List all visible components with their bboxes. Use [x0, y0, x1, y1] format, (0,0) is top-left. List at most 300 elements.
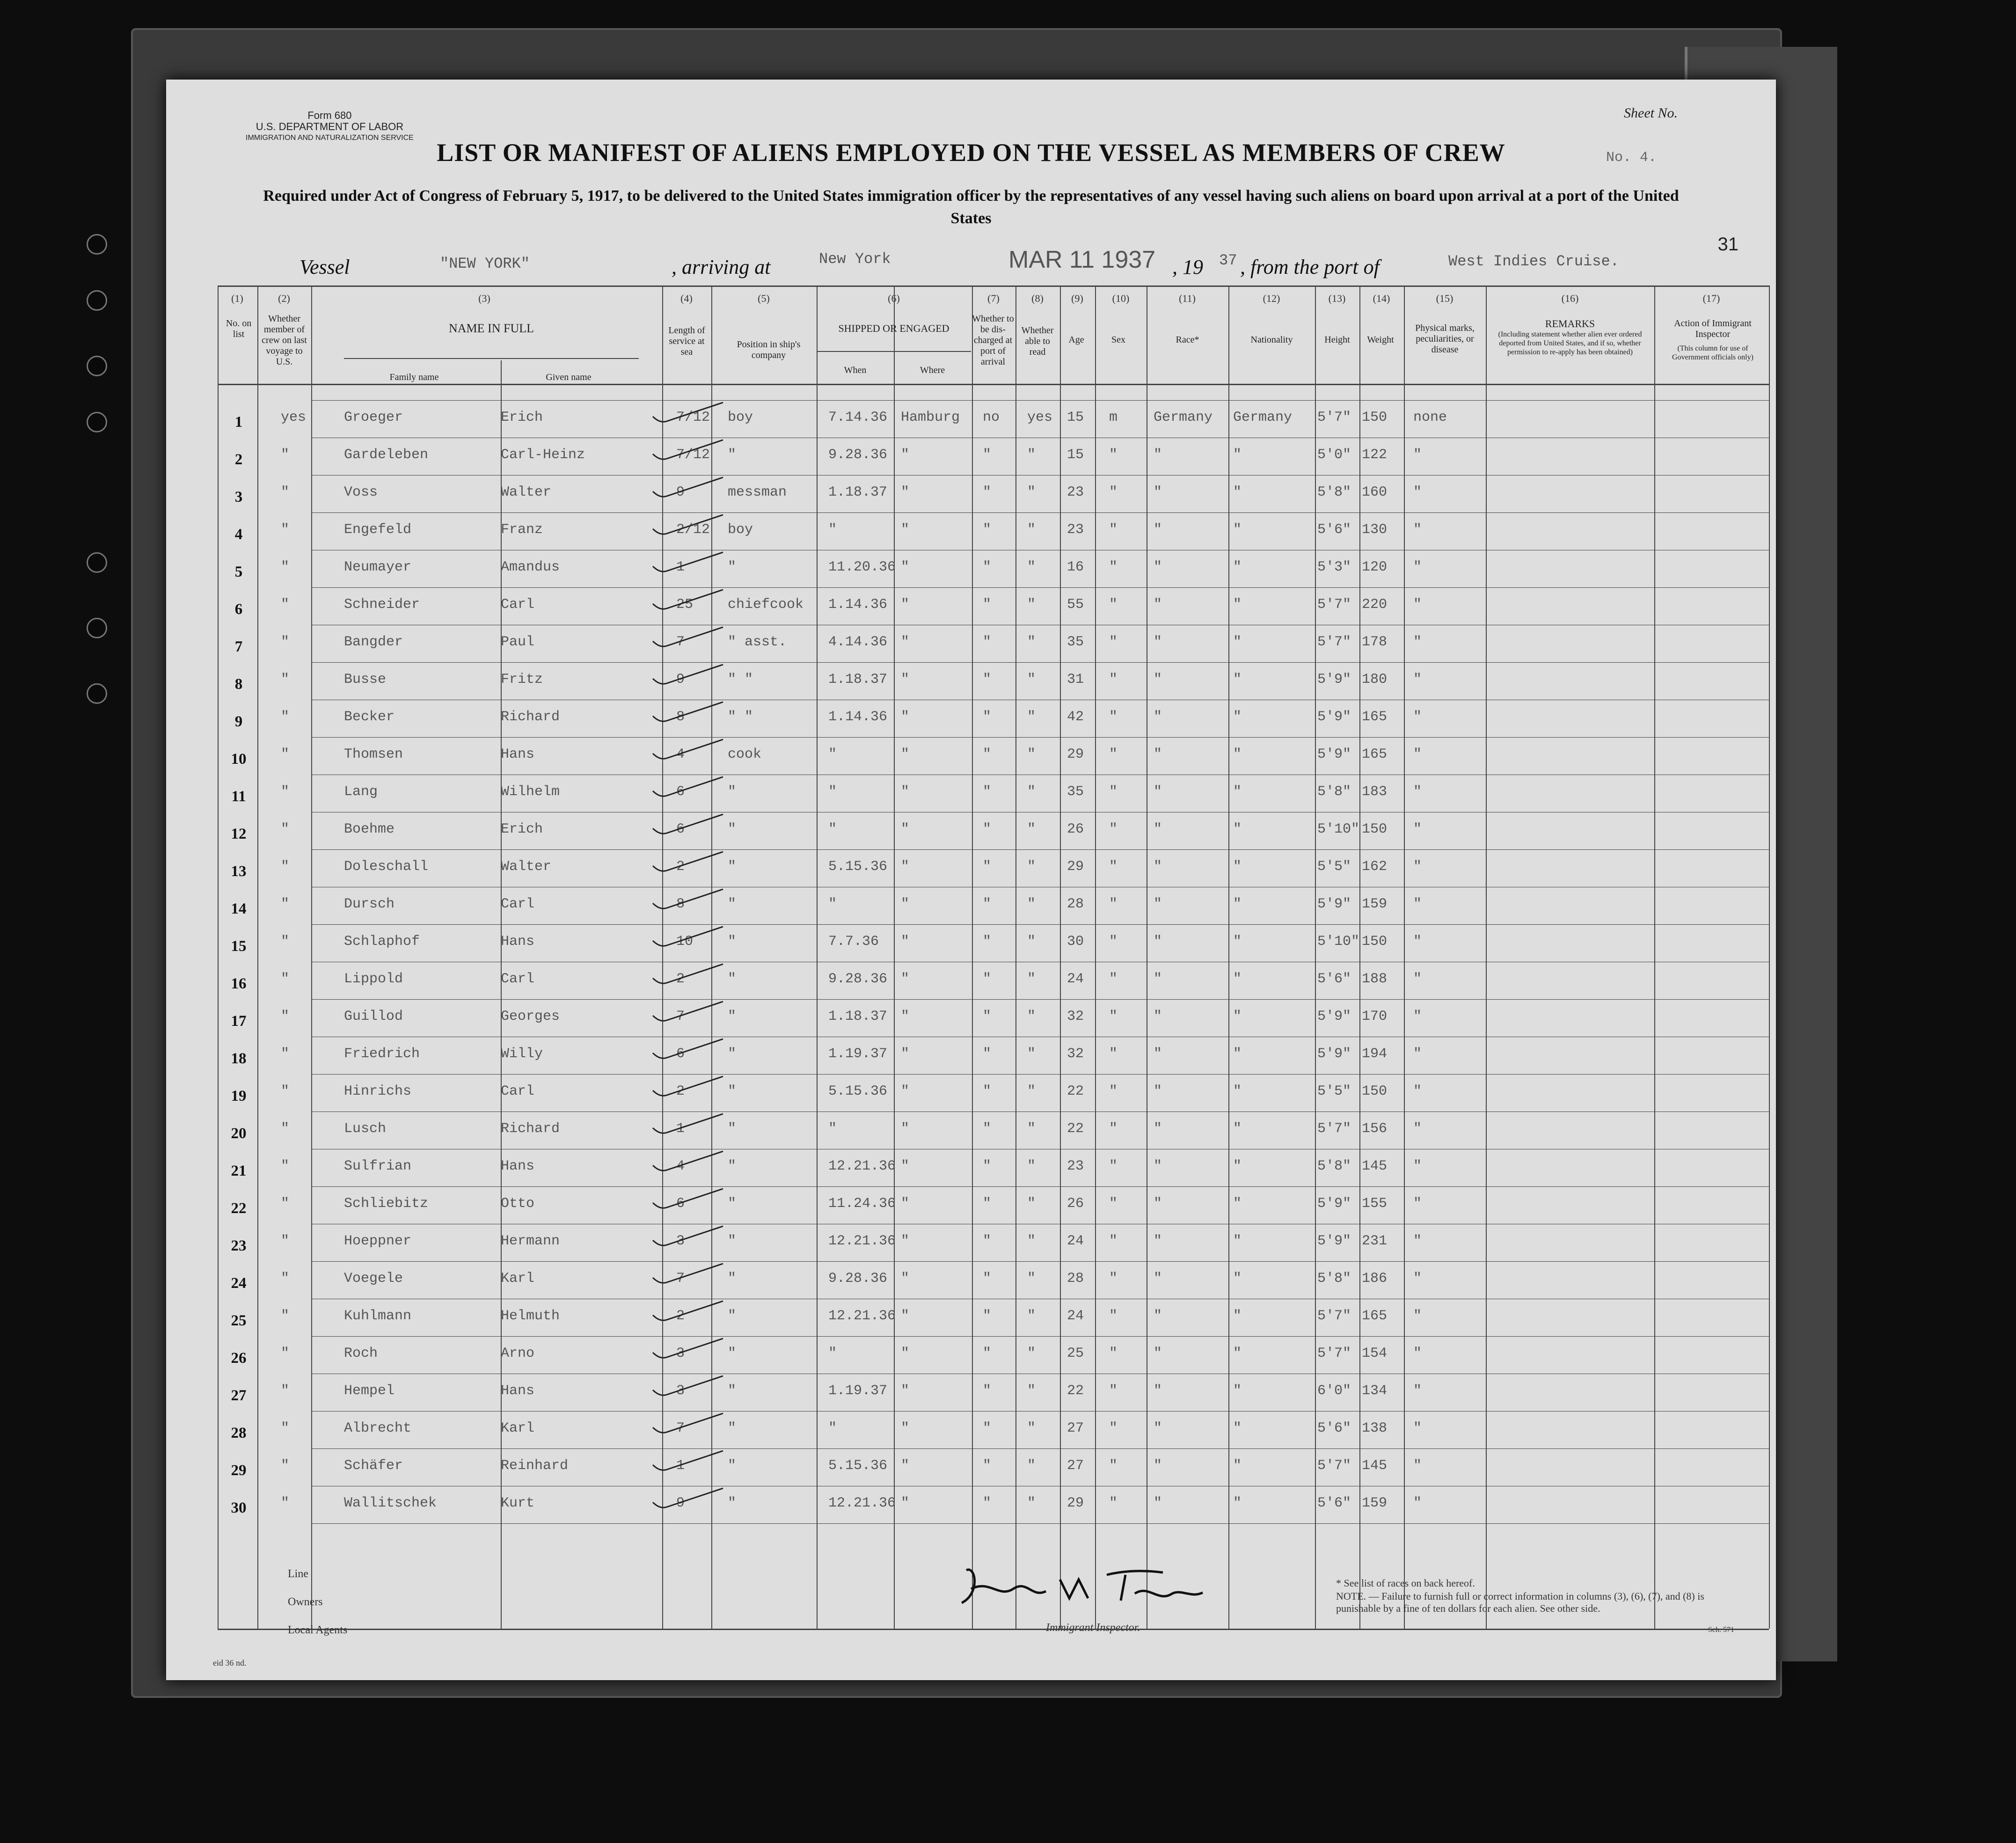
schedule-number: Sch. 571 — [1708, 1626, 1734, 1634]
row-number: 1 — [234, 414, 243, 431]
age-cell: 42 — [1067, 709, 1084, 725]
service-cell: 1 — [676, 1121, 685, 1137]
service-cell: 3 — [676, 1233, 685, 1249]
column-rule — [817, 285, 818, 1629]
column-number: (13) — [1328, 293, 1346, 304]
physical-marks-cell: " — [1413, 1308, 1422, 1324]
print-code: eid 36 nd. — [213, 1658, 247, 1667]
header-sex: Sex — [1111, 335, 1125, 345]
height-cell: 5'9" — [1317, 896, 1351, 912]
weight-cell: 186 — [1362, 1271, 1388, 1287]
member-cell: " — [281, 746, 290, 762]
shipped-where-cell: " — [901, 1196, 910, 1212]
weight-cell: 162 — [1362, 859, 1388, 875]
shipped-when-cell: " — [828, 1121, 837, 1137]
sex-cell: " — [1109, 1009, 1118, 1024]
read-cell: " — [1027, 896, 1036, 912]
check-mark-icon — [648, 772, 737, 805]
sex-cell: " — [1109, 447, 1118, 463]
departure-port: West Indies Cruise. — [1448, 253, 1619, 270]
given-name-cell: Franz — [501, 522, 543, 538]
check-mark-icon — [648, 1072, 737, 1104]
owners-label: Owners — [288, 1596, 323, 1608]
height-cell: 5'0" — [1317, 447, 1351, 463]
given-name-cell: Georges — [501, 1009, 560, 1024]
shipped-where-cell: " — [901, 896, 910, 912]
read-cell: " — [1027, 597, 1036, 613]
nationality-cell: " — [1233, 597, 1242, 613]
race-cell: " — [1154, 1121, 1162, 1137]
position-cell: " — [728, 896, 737, 912]
check-mark-icon — [648, 548, 737, 580]
age-cell: 23 — [1067, 522, 1084, 538]
given-name-cell: Fritz — [501, 672, 543, 687]
age-cell: 29 — [1067, 746, 1084, 762]
sex-cell: " — [1109, 1158, 1118, 1174]
service-cell: 2 — [676, 859, 685, 875]
check-mark-icon — [648, 959, 737, 992]
member-cell: yes — [281, 410, 307, 425]
row-number: 29 — [231, 1462, 247, 1479]
header-whether-member: Whether member of crew on last voyage to U.S. — [262, 314, 307, 367]
sex-cell: " — [1109, 1271, 1118, 1287]
weight-cell: 188 — [1362, 971, 1388, 987]
nationality-cell: " — [1233, 1196, 1242, 1212]
check-mark-icon — [648, 622, 737, 655]
binder-hole — [87, 683, 107, 704]
member-cell: " — [281, 1121, 290, 1137]
physical-marks-cell: " — [1413, 971, 1422, 987]
shipped-where-cell: " — [901, 1458, 910, 1474]
discharged-cell: " — [983, 1420, 992, 1436]
shipped-where-cell: " — [901, 1009, 910, 1024]
shipped-when-cell: " — [828, 896, 837, 912]
sex-cell: " — [1109, 634, 1118, 650]
race-cell: " — [1154, 896, 1162, 912]
column-rule — [1654, 285, 1655, 1629]
shipped-when-cell: 1.18.37 — [828, 484, 888, 500]
family-name-cell: Schlaphof — [344, 934, 420, 950]
race-cell: " — [1154, 484, 1162, 500]
race-cell: " — [1154, 1271, 1162, 1287]
from-port-label: , from the port of — [1240, 256, 1380, 278]
sex-cell: " — [1109, 1346, 1118, 1361]
weight-cell: 159 — [1362, 896, 1388, 912]
shipped-when-cell: " — [828, 1420, 837, 1436]
weight-cell: 150 — [1362, 410, 1388, 425]
binder-hole — [87, 290, 107, 311]
column-rule — [1095, 285, 1096, 1629]
physical-marks-cell: " — [1413, 1495, 1422, 1511]
given-name-cell: Carl — [501, 597, 535, 613]
check-mark-icon — [648, 398, 737, 431]
nationality-cell: " — [1233, 746, 1242, 762]
race-cell: " — [1154, 1158, 1162, 1174]
given-name-cell: Amandus — [501, 559, 560, 575]
check-mark-icon — [648, 735, 737, 768]
shipped-where-cell: " — [901, 1383, 910, 1399]
row-number: 28 — [231, 1425, 247, 1441]
discharged-cell: " — [983, 634, 992, 650]
physical-marks-cell: " — [1413, 1346, 1422, 1361]
physical-marks-cell: " — [1413, 934, 1422, 950]
service-cell: 4 — [676, 1158, 685, 1174]
service-cell: 2 — [676, 971, 685, 987]
binder-hole — [87, 412, 107, 432]
service-cell: 7/12 — [676, 410, 710, 425]
column-rule — [972, 285, 973, 1629]
shipped-when-cell: 1.14.36 — [828, 709, 888, 725]
race-cell: " — [1154, 746, 1162, 762]
age-cell: 28 — [1067, 1271, 1084, 1287]
physical-marks-cell: " — [1413, 597, 1422, 613]
column-number: (17) — [1702, 293, 1720, 304]
service-cell: 1 — [676, 559, 685, 575]
height-cell: 5'7" — [1317, 1346, 1351, 1361]
race-cell: " — [1154, 1046, 1162, 1062]
height-cell: 5'3" — [1317, 559, 1351, 575]
physical-marks-cell: " — [1413, 1083, 1422, 1099]
physical-marks-cell: " — [1413, 1121, 1422, 1137]
sex-cell: " — [1109, 709, 1118, 725]
discharged-cell: " — [983, 746, 992, 762]
row-rule — [311, 400, 1769, 401]
column-rule — [311, 285, 312, 1629]
race-cell: " — [1154, 1346, 1162, 1361]
weight-cell: 138 — [1362, 1420, 1388, 1436]
column-number: (15) — [1436, 293, 1454, 304]
position-cell: chiefcook — [728, 597, 804, 613]
row-number: 5 — [234, 563, 243, 580]
row-rule — [311, 662, 1769, 663]
check-mark-icon — [648, 1147, 737, 1179]
given-name-cell: Paul — [501, 634, 535, 650]
header-shipped-or-engaged: SHIPPED OR ENGAGED — [838, 322, 950, 334]
position-cell: " — [728, 1271, 737, 1287]
position-cell: boy — [728, 522, 753, 538]
shipped-where-cell: " — [901, 634, 910, 650]
race-cell: " — [1154, 784, 1162, 800]
weight-cell: 160 — [1362, 484, 1388, 500]
discharged-cell: " — [983, 1495, 992, 1511]
discharged-cell: " — [983, 1458, 992, 1474]
age-cell: 26 — [1067, 821, 1084, 837]
service-cell: 6 — [676, 1046, 685, 1062]
sex-cell: " — [1109, 971, 1118, 987]
check-mark-icon — [648, 473, 737, 505]
row-number: 30 — [231, 1499, 247, 1516]
family-name-cell: Doleschall — [344, 859, 429, 875]
shipped-when-cell: 11.24.36 — [828, 1196, 896, 1212]
check-mark-icon — [648, 435, 737, 468]
height-cell: 5'8" — [1317, 1271, 1351, 1287]
given-name-cell: Willy — [501, 1046, 543, 1062]
local-agents-label: Local Agents — [288, 1624, 348, 1636]
height-cell: 5'7" — [1317, 410, 1351, 425]
header-name-in-full: NAME IN FULL — [449, 322, 534, 335]
family-name-cell: Bangder — [344, 634, 403, 650]
race-cell: " — [1154, 1233, 1162, 1249]
column-rule — [1359, 285, 1360, 1629]
race-cell: " — [1154, 1196, 1162, 1212]
nationality-cell: " — [1233, 1458, 1242, 1474]
column-number: (5) — [758, 293, 770, 304]
family-name-cell: Neumayer — [344, 559, 412, 575]
row-number: 6 — [234, 601, 243, 618]
page-number: 31 — [1717, 234, 1738, 255]
row-rule — [311, 924, 1769, 925]
read-cell: " — [1027, 1233, 1036, 1249]
sex-cell: " — [1109, 1308, 1118, 1324]
physical-marks-cell: " — [1413, 1046, 1422, 1062]
service-cell: 9 — [676, 484, 685, 500]
column-number: (1) — [231, 293, 243, 304]
nationality-cell: " — [1233, 1009, 1242, 1024]
position-cell: cook — [728, 746, 762, 762]
shipped-where-cell: " — [901, 1158, 910, 1174]
age-cell: 23 — [1067, 484, 1084, 500]
row-rule — [311, 512, 1769, 513]
height-cell: 5'7" — [1317, 1308, 1351, 1324]
header-action-note: (This column for use of Government officials only) — [1672, 344, 1753, 361]
position-cell: " — [728, 1458, 737, 1474]
column-rule — [1315, 285, 1316, 1629]
shipped-where-cell: " — [901, 1233, 910, 1249]
page-title: LIST OR MANIFEST OF ALIENS EMPLOYED ON THE VESSEL AS MEMBERS OF CREW — [437, 139, 1505, 167]
column-rule — [894, 285, 895, 1629]
binder-hole — [87, 356, 107, 376]
sheet-number: No. 4. — [1606, 150, 1657, 166]
member-cell: " — [281, 1196, 290, 1212]
height-cell: 5'5" — [1317, 1083, 1351, 1099]
member-cell: " — [281, 784, 290, 800]
race-cell: " — [1154, 522, 1162, 538]
physical-marks-cell: " — [1413, 896, 1422, 912]
weight-cell: 165 — [1362, 746, 1388, 762]
age-cell: 15 — [1067, 447, 1084, 463]
check-mark-icon — [648, 885, 737, 917]
column-rule — [1769, 285, 1770, 1629]
shipped-when-cell: " — [828, 522, 837, 538]
nationality-cell: " — [1233, 971, 1242, 987]
nationality-cell: " — [1233, 1083, 1242, 1099]
position-cell: " — [728, 1346, 737, 1361]
height-cell: 5'9" — [1317, 1009, 1351, 1024]
race-cell: " — [1154, 1458, 1162, 1474]
name-column-rule — [501, 360, 502, 1629]
given-name-cell: Hermann — [501, 1233, 560, 1249]
height-cell: 5'10" — [1317, 934, 1360, 950]
physical-marks-cell: " — [1413, 1383, 1422, 1399]
position-cell: " — [728, 1196, 737, 1212]
column-number: (9) — [1071, 293, 1083, 304]
family-name-cell: Busse — [344, 672, 387, 687]
given-name-cell: Carl — [501, 1083, 535, 1099]
service-cell: 7 — [676, 1420, 685, 1436]
weight-cell: 150 — [1362, 821, 1388, 837]
nationality-cell: " — [1233, 1046, 1242, 1062]
column-rule — [1228, 285, 1229, 1629]
given-name-cell: Hans — [501, 746, 535, 762]
sex-cell: " — [1109, 1383, 1118, 1399]
discharged-cell: " — [983, 1383, 992, 1399]
column-number: (12) — [1263, 293, 1280, 304]
read-cell: " — [1027, 1158, 1036, 1174]
discharged-cell: " — [983, 1009, 992, 1024]
family-name-cell: Lippold — [344, 971, 403, 987]
service-cell: 7/12 — [676, 447, 710, 463]
row-rule — [311, 1261, 1769, 1262]
header-length-of-service: Length of service at sea — [668, 325, 705, 357]
discharged-cell: " — [983, 1233, 992, 1249]
race-cell: " — [1154, 1308, 1162, 1324]
weight-cell: 154 — [1362, 1346, 1388, 1361]
vessel-label: Vessel — [299, 256, 350, 278]
service-cell: 8 — [676, 896, 685, 912]
member-cell: " — [281, 1458, 290, 1474]
nationality-cell: " — [1233, 1271, 1242, 1287]
row-number: 8 — [234, 676, 243, 693]
member-cell: " — [281, 1009, 290, 1024]
service-cell: 25 — [676, 597, 694, 613]
form-number: Form 680 — [307, 110, 352, 121]
nationality-cell: " — [1233, 1420, 1242, 1436]
sex-cell: " — [1109, 784, 1118, 800]
race-cell: " — [1154, 597, 1162, 613]
column-number: (8) — [1031, 293, 1044, 304]
header-remarks: REMARKS — [1545, 318, 1595, 329]
position-cell: " — [728, 1046, 737, 1062]
row-rule — [311, 1336, 1769, 1337]
service-cell: 3 — [676, 1346, 685, 1361]
weight-cell: 156 — [1362, 1121, 1388, 1137]
position-cell: " — [728, 559, 737, 575]
read-cell: " — [1027, 1458, 1036, 1474]
position-cell: " — [728, 1420, 737, 1436]
physical-marks-cell: " — [1413, 1009, 1422, 1024]
discharged-cell: " — [983, 522, 992, 538]
family-name-cell: Schliebitz — [344, 1196, 429, 1212]
row-number: 9 — [234, 713, 243, 730]
age-cell: 25 — [1067, 1346, 1084, 1361]
age-cell: 35 — [1067, 784, 1084, 800]
position-cell: " — [728, 859, 737, 875]
service-cell: 7 — [676, 1009, 685, 1024]
member-cell: " — [281, 709, 290, 725]
discharged-cell: " — [983, 1046, 992, 1062]
check-mark-icon — [648, 810, 737, 842]
nationality-cell: " — [1233, 1158, 1242, 1174]
family-name-cell: Sulfrian — [344, 1158, 412, 1174]
shipped-where-cell: " — [901, 597, 910, 613]
shipped-when-cell: 12.21.36 — [828, 1233, 896, 1249]
sex-cell: " — [1109, 821, 1118, 837]
family-name-cell: Groeger — [344, 410, 403, 425]
weight-cell: 145 — [1362, 1158, 1388, 1174]
weight-cell: 180 — [1362, 672, 1388, 687]
height-cell: 5'7" — [1317, 1458, 1351, 1474]
position-cell: " — [728, 784, 737, 800]
shipped-when-cell: 11.20.36 — [828, 559, 896, 575]
read-cell: yes — [1027, 410, 1053, 425]
shipped-when-cell: 1.18.37 — [828, 1009, 888, 1024]
column-rule — [1060, 285, 1061, 1629]
header-race: Race* — [1176, 335, 1199, 345]
service-cell: 9 — [676, 672, 685, 687]
column-rule — [1486, 285, 1487, 1629]
shipped-where-cell: " — [901, 522, 910, 538]
read-cell: " — [1027, 1121, 1036, 1137]
physical-marks-cell: " — [1413, 522, 1422, 538]
discharged-cell: " — [983, 484, 992, 500]
weight-cell: 150 — [1362, 934, 1388, 950]
physical-marks-cell: " — [1413, 1458, 1422, 1474]
age-cell: 31 — [1067, 672, 1084, 687]
service-cell: 6 — [676, 784, 685, 800]
given-name-cell: Hans — [501, 934, 535, 950]
age-cell: 28 — [1067, 896, 1084, 912]
discharged-cell: " — [983, 971, 992, 987]
age-cell: 32 — [1067, 1046, 1084, 1062]
read-cell: " — [1027, 1495, 1036, 1511]
read-cell: " — [1027, 1271, 1036, 1287]
service-cell: 6 — [676, 821, 685, 837]
family-name-cell: Becker — [344, 709, 395, 725]
read-cell: " — [1027, 1346, 1036, 1361]
physical-marks-cell: " — [1413, 746, 1422, 762]
discharged-cell: " — [983, 1158, 992, 1174]
read-cell: " — [1027, 934, 1036, 950]
age-cell: 22 — [1067, 1083, 1084, 1099]
race-cell: " — [1154, 1420, 1162, 1436]
age-cell: 32 — [1067, 1009, 1084, 1024]
physical-marks-cell: " — [1413, 821, 1422, 837]
discharged-cell: " — [983, 1346, 992, 1361]
family-name-cell: Engefeld — [344, 522, 412, 538]
given-name-cell: Erich — [501, 821, 543, 837]
position-cell: " — [728, 934, 737, 950]
race-cell: " — [1154, 1495, 1162, 1511]
column-number: (4) — [680, 293, 693, 304]
check-mark-icon — [648, 660, 737, 693]
column-rule — [218, 285, 219, 1629]
check-mark-icon — [648, 1484, 737, 1516]
row-number: 22 — [231, 1200, 247, 1217]
weight-cell: 134 — [1362, 1383, 1388, 1399]
row-number: 21 — [231, 1163, 247, 1179]
family-name-cell: Gardeleben — [344, 447, 429, 463]
shipped-where-cell: " — [901, 1346, 910, 1361]
race-cell: " — [1154, 934, 1162, 950]
weight-cell: 165 — [1362, 709, 1388, 725]
height-cell: 5'7" — [1317, 634, 1351, 650]
nationality-cell: " — [1233, 934, 1242, 950]
given-name-cell: Carl-Heinz — [501, 447, 585, 463]
age-cell: 27 — [1067, 1458, 1084, 1474]
height-cell: 5'5" — [1317, 859, 1351, 875]
height-cell: 5'9" — [1317, 746, 1351, 762]
check-mark-icon — [648, 1334, 737, 1367]
age-cell: 23 — [1067, 1158, 1084, 1174]
member-cell: " — [281, 597, 290, 613]
family-name-cell: Hinrichs — [344, 1083, 412, 1099]
read-cell: " — [1027, 709, 1036, 725]
position-cell: boy — [728, 410, 753, 425]
position-cell: " asst. — [728, 634, 787, 650]
shipped-where-cell: " — [901, 672, 910, 687]
read-cell: " — [1027, 971, 1036, 987]
race-cell: " — [1154, 859, 1162, 875]
